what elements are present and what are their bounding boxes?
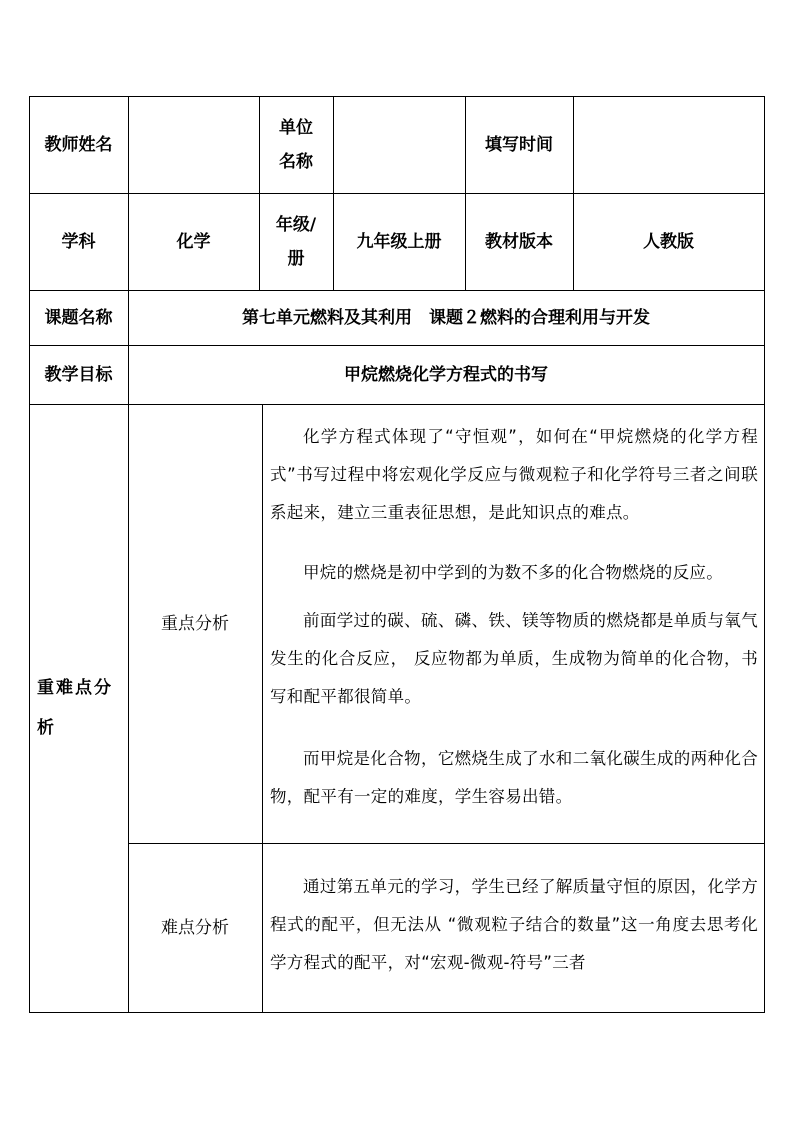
grade-value: 九年级上册	[356, 231, 442, 252]
goal-label: 教学目标	[44, 364, 113, 385]
difficulty-analysis-label: 难点分析	[161, 917, 229, 938]
textbook-label: 教材版本	[485, 231, 553, 252]
key-paragraph-1: 化学方程式体现了“守恒观”，如何在“甲烷燃烧的化学方程式”书写过程中将宏观化学反应与微观粒子和化学符号三者之间联系起来，建立三重表征思想，是此知识点的难点。	[270, 427, 758, 522]
difficulty-analysis-content	[270, 868, 758, 1008]
fill-time-value[interactable]	[573, 96, 764, 193]
teacher-name-label: 教师姓名	[44, 134, 113, 155]
grade-label: 年级/册	[275, 214, 317, 269]
table-border	[764, 96, 765, 1013]
teacher-name-value[interactable]	[128, 96, 259, 193]
difficulty-paragraph-1: 通过第五单元的学习，学生已经了解质量守恒的原因，化学方程式的配平，但无法从 “微观粒子结合的数量”这一角度去思考化学方程式的配平，对“宏观-微观-符号”三者	[270, 877, 758, 972]
key-analysis-content	[270, 418, 758, 838]
topic-label: 课题名称	[44, 307, 113, 328]
unit-name-label: 单位名称	[279, 117, 313, 172]
topic-value: 第七单元燃料及其利用 课题２燃料的合理利用与开发	[242, 307, 650, 328]
textbook-value: 人教版	[643, 231, 694, 252]
unit-name-value[interactable]	[333, 96, 465, 193]
key-paragraph-3: 前面学过的碳、硫、磷、铁、镁等物质的燃烧都是单质与氧气发生的化合反应， 反应物都为单质，生成物为简单的化合物，书写和配平都很简单。	[270, 611, 758, 706]
fill-time-label: 填写时间	[485, 134, 553, 155]
subject-label: 学科	[61, 231, 96, 252]
table-border	[262, 404, 263, 1013]
table-border	[29, 1012, 765, 1013]
analysis-label: 重难点分析	[37, 678, 113, 738]
key-paragraph-4: 而甲烷是化合物，它燃烧生成了水和二氧化碳生成的两种化合物，配平有一定的难度，学生容易出错。	[270, 749, 758, 806]
key-analysis-label: 重点分析	[161, 613, 229, 634]
goal-value: 甲烷燃烧化学方程式的书写	[344, 364, 548, 385]
subject-value: 化学	[176, 231, 211, 252]
key-paragraph-2: 甲烷的燃烧是初中学到的为数不多的化合物燃烧的反应。	[303, 563, 723, 582]
